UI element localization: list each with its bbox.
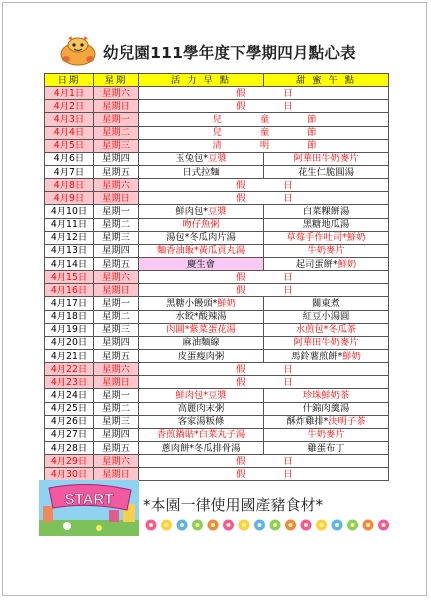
cell-morning-snack: [139, 349, 264, 362]
menu-item-text: 香煎鍋貼*白菜丸子湯: [156, 429, 246, 441]
table-body: [45, 87, 389, 481]
cell-holiday: 假日: [139, 179, 389, 192]
menu-item-text: 豆漿: [207, 153, 227, 165]
cell-date: 4月23日: [45, 376, 94, 389]
cell-afternoon-snack: [264, 244, 389, 257]
cell-morning-snack: [139, 389, 264, 402]
table-row: [45, 428, 389, 441]
table-row: [45, 297, 389, 310]
cell-day: 星期三: [94, 231, 139, 244]
cell-afternoon-snack: [264, 205, 389, 218]
menu-item-text: 玉兔包*: [175, 153, 208, 165]
menu-item-text: 珍珠鮮奶茶: [302, 389, 350, 401]
table-row: [45, 179, 389, 192]
menu-item-text: 牛奶麥片: [307, 429, 345, 441]
menu-item-text: 豆漿: [207, 205, 227, 217]
flower-center-icon: [149, 523, 153, 527]
cell-afternoon-snack: [264, 231, 389, 244]
cell-day: 星期五: [94, 349, 139, 362]
menu-item-text: 肉圓*紫菜蛋花湯: [166, 324, 236, 336]
table-row: [45, 231, 389, 244]
cell-day: 星期一: [94, 297, 139, 310]
flower-center-icon: [227, 523, 231, 527]
menu-item-text: 鮮奶: [342, 350, 361, 362]
cell-date: 4月13日: [45, 244, 94, 257]
table-row: [45, 271, 389, 284]
table-row: [45, 349, 389, 362]
cell-date: 4月19日: [45, 323, 94, 336]
flower-border-decoration: [143, 516, 393, 534]
cell-day: 星期六: [94, 455, 139, 468]
page-frame: [2, 2, 427, 596]
cell-date: 4月14日: [45, 257, 94, 270]
cell-morning-snack: [139, 257, 264, 270]
cell-day: 星期五: [94, 441, 139, 454]
cell-day: 星期五: [94, 165, 139, 178]
menu-item-text: 雞蛋布丁: [307, 442, 345, 454]
cell-afternoon-snack: [264, 441, 389, 454]
menu-item-text: 決明子茶: [328, 416, 366, 428]
table-row: [45, 402, 389, 415]
cell-day: 星期四: [94, 336, 139, 349]
table-row: [45, 113, 389, 126]
cell-date: 4月12日: [45, 231, 94, 244]
cell-morning-snack: [139, 244, 264, 257]
cell-day: 星期日: [94, 376, 139, 389]
table-row: [45, 441, 389, 454]
table-row: [45, 468, 389, 481]
cell-morning-snack: [139, 323, 264, 336]
cell-holiday: 假日: [139, 376, 389, 389]
cell-holiday: 假日: [139, 468, 389, 481]
cell-date: 4月8日: [45, 179, 94, 192]
cell-date: 4月25日: [45, 402, 94, 415]
cell-holiday: 清明節: [139, 139, 389, 152]
flower-center-icon: [304, 523, 308, 527]
cell-day: 星期五: [94, 257, 139, 270]
table-row: [45, 126, 389, 139]
cell-date: 4月15日: [45, 271, 94, 284]
cell-day: 星期日: [94, 192, 139, 205]
cell-morning-snack: [139, 165, 264, 178]
menu-item-text: 牛奶麥片: [307, 245, 345, 257]
cell-date: 4月30日: [45, 468, 94, 481]
menu-item-text: 黑糖小饅頭*: [166, 297, 218, 309]
flower-center-icon: [382, 523, 386, 527]
cell-day: 星期一: [94, 389, 139, 402]
table-row: [45, 218, 389, 231]
cell-afternoon-snack: [264, 336, 389, 349]
cell-afternoon-snack: [264, 415, 389, 428]
cell-morning-snack: [139, 205, 264, 218]
column-header-date: 日期: [45, 74, 94, 87]
cell-date: 4月26日: [45, 415, 94, 428]
cell-date: 4月18日: [45, 310, 94, 323]
table-row: [45, 87, 389, 100]
cell-day: 星期六: [94, 87, 139, 100]
menu-item-text: 鮮肉包*豆漿: [175, 389, 227, 401]
table-row: [45, 152, 389, 165]
cell-date: 4月27日: [45, 428, 94, 441]
table-row: [45, 100, 389, 113]
menu-item-text: 什錦肉羹湯: [302, 403, 350, 415]
flower-center-icon: [320, 523, 324, 527]
cell-date: 4月24日: [45, 389, 94, 402]
cell-date: 4月21日: [45, 349, 94, 362]
start-banner-image: [39, 480, 139, 536]
menu-item-text: 高麗肉末粥: [177, 403, 225, 415]
menu-item-text: 馬鈴薯煎餅*: [291, 350, 343, 362]
cell-holiday: 假日: [139, 455, 389, 468]
cell-date: 4月7日: [45, 165, 94, 178]
cell-date: 4月6日: [45, 152, 94, 165]
cell-date: 4月22日: [45, 363, 94, 376]
cell-day: 星期四: [94, 428, 139, 441]
table-row: [45, 455, 389, 468]
cell-morning-snack: [139, 297, 264, 310]
menu-item-text: 鮮肉包*: [175, 205, 208, 217]
menu-item-text: 鮮奶: [337, 258, 357, 270]
cell-morning-snack: [139, 402, 264, 415]
flower-center-icon: [351, 523, 355, 527]
cell-morning-snack: [139, 231, 264, 244]
cell-date: 4月10日: [45, 205, 94, 218]
menu-item-text: 麻油麵線: [182, 337, 220, 349]
cell-morning-snack: [139, 152, 264, 165]
menu-item-text: 皮蛋瘦肉粥: [177, 350, 225, 362]
cell-afternoon-snack: [264, 152, 389, 165]
menu-item-text: 鮮奶: [217, 297, 236, 309]
menu-item-text: 關東煮: [312, 297, 340, 309]
cell-day: 星期二: [94, 310, 139, 323]
cell-day: 星期二: [94, 126, 139, 139]
cell-date: 4月4日: [45, 126, 94, 139]
cell-morning-snack: [139, 310, 264, 323]
cell-date: 4月29日: [45, 455, 94, 468]
cell-day: 星期六: [94, 363, 139, 376]
column-header-day: 星期: [94, 74, 139, 87]
cell-holiday: 兒童節: [139, 126, 389, 139]
cell-day: 星期日: [94, 284, 139, 297]
cell-morning-snack: [139, 336, 264, 349]
cell-date: 4月9日: [45, 192, 94, 205]
menu-item-text: 起司蛋餅*: [295, 258, 338, 270]
cell-holiday: 兒童節: [139, 113, 389, 126]
cell-day: 星期二: [94, 402, 139, 415]
table-row: [45, 284, 389, 297]
menu-item-text: 麵香油飯*黃瓜貢丸湯: [156, 245, 246, 257]
menu-item-text: 阿華田牛奶麥片: [293, 153, 359, 165]
cell-day: 星期一: [94, 205, 139, 218]
column-header-afternoon: 甜 蜜 午 點: [264, 74, 389, 87]
cell-date: 4月3日: [45, 113, 94, 126]
menu-item-text: 水餃*酸辣湯: [175, 311, 227, 323]
table-row: [45, 244, 389, 257]
menu-item-text: 酥炸雞排*: [286, 416, 329, 428]
menu-item-text: 黑糖地瓜湯: [302, 219, 350, 231]
cell-day: 星期一: [94, 113, 139, 126]
flower-center-icon: [335, 523, 339, 527]
menu-item-text: 紅豆小湯圓: [302, 311, 350, 323]
cell-date: 4月11日: [45, 218, 94, 231]
cell-morning-snack: [139, 415, 264, 428]
flower-center-icon: [289, 523, 293, 527]
cell-date: 4月17日: [45, 297, 94, 310]
cell-date: 4月28日: [45, 441, 94, 454]
cell-date: 4月20日: [45, 336, 94, 349]
cell-afternoon-snack: [264, 257, 389, 270]
cell-holiday: 假日: [139, 271, 389, 284]
cell-date: 4月1日: [45, 87, 94, 100]
menu-item-text: 花生仁脆圓湯: [298, 166, 354, 178]
cell-holiday: 假日: [139, 192, 389, 205]
cell-day: 星期三: [94, 323, 139, 336]
table-row: [45, 363, 389, 376]
table-row: [45, 323, 389, 336]
cell-day: 星期二: [94, 218, 139, 231]
cell-day: 星期日: [94, 468, 139, 481]
cell-day: 星期三: [94, 139, 139, 152]
cell-holiday: 假日: [139, 363, 389, 376]
flower-center-icon: [196, 523, 200, 527]
table-row: [45, 165, 389, 178]
cell-date: 4月5日: [45, 139, 94, 152]
cell-afternoon-snack: [264, 402, 389, 415]
cell-day: 星期六: [94, 271, 139, 284]
table-header-row: [45, 74, 389, 87]
snack-menu-table: [44, 73, 389, 481]
table-row: [45, 376, 389, 389]
table-row: [45, 205, 389, 218]
cell-day: 星期四: [94, 152, 139, 165]
table-row: [45, 415, 389, 428]
menu-item-text: 白菜粿餅湯: [302, 205, 350, 217]
menu-item-text: 日式拉麵: [182, 166, 220, 178]
cell-holiday: 假日: [139, 87, 389, 100]
flower-center-icon: [242, 523, 246, 527]
cell-morning-snack: [139, 428, 264, 441]
table-row: [45, 336, 389, 349]
pork-notice: *本園一律使用國產豬食材*: [143, 496, 324, 514]
menu-item-text: 水煎包*冬瓜茶: [295, 324, 357, 336]
menu-item-text: 吻仔魚粥: [182, 219, 220, 231]
menu-item-text: 客家湯粄條: [177, 416, 225, 428]
column-header-morning: 活 力 早 點: [139, 74, 264, 87]
table-row: [45, 257, 389, 270]
cell-afternoon-snack: [264, 349, 389, 362]
flower-center-icon: [366, 523, 370, 527]
table-row: [45, 310, 389, 323]
cell-afternoon-snack: [264, 389, 389, 402]
menu-item-text: 阿華田牛奶麥片: [293, 337, 359, 349]
cell-holiday: 假日: [139, 100, 389, 113]
cell-morning-snack: [139, 441, 264, 454]
menu-item-text: 草莓手作吐司*鮮奶: [286, 232, 366, 244]
cell-afternoon-snack: [264, 323, 389, 336]
table-row: [45, 192, 389, 205]
flower-center-icon: [258, 523, 262, 527]
cell-day: 星期六: [94, 179, 139, 192]
cell-afternoon-snack: [264, 428, 389, 441]
cell-day: 星期四: [94, 244, 139, 257]
menu-item-text: 蔥肉餅*冬瓜排骨湯: [161, 442, 241, 454]
footer-area: [39, 480, 394, 536]
flower-center-icon: [180, 523, 184, 527]
menu-item-text: 湯包*冬瓜肉片湯: [166, 232, 236, 244]
cell-afternoon-snack: [264, 297, 389, 310]
cell-morning-snack: [139, 218, 264, 231]
flower-center-icon: [273, 523, 277, 527]
table-row: [45, 389, 389, 402]
menu-item-text: 慶生會: [187, 258, 215, 270]
cell-date: 4月16日: [45, 284, 94, 297]
page-header: [45, 35, 405, 71]
page-title: 幼兒園111學年度下學期四月點心表: [103, 44, 356, 62]
flower-center-icon: [165, 523, 169, 527]
table-row: [45, 139, 389, 152]
flower-center-icon: [211, 523, 215, 527]
cell-date: 4月2日: [45, 100, 94, 113]
cell-afternoon-snack: [264, 310, 389, 323]
banner-start-label: START: [64, 491, 114, 508]
cell-holiday: 假日: [139, 284, 389, 297]
kindergarten-mascot-icon: [57, 35, 99, 67]
cell-afternoon-snack: [264, 218, 389, 231]
cell-day: 星期日: [94, 100, 139, 113]
cell-afternoon-snack: [264, 165, 389, 178]
cell-day: 星期三: [94, 415, 139, 428]
